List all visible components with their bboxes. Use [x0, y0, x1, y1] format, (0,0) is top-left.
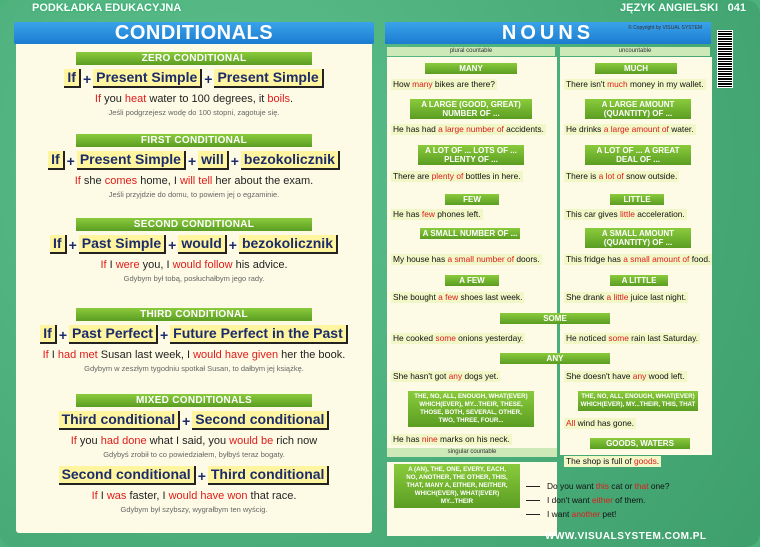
- formula: If + Present Simple + will + bezokolicznik: [16, 151, 372, 170]
- noun-example: This car gives little acceleration.: [566, 209, 685, 219]
- formula-term: Present Simple: [214, 69, 323, 88]
- formula-term: If: [40, 325, 57, 344]
- translation: Gdybym był tobą, posłuchałbym jego rady.: [123, 274, 265, 283]
- product-number: 041: [727, 2, 746, 14]
- plural-countable-label: plural countable: [387, 47, 555, 56]
- first-conditional-section: [16, 134, 372, 199]
- group-heading: A SMALL AMOUNT (QUANTITY) OF ...: [585, 228, 691, 248]
- group-heading: A LOT OF ... LOTS OF ... PLENTY OF ...: [418, 145, 524, 165]
- noun-example: She hasn't got any dogs yet.: [393, 371, 499, 381]
- section-heading: FIRST CONDITIONAL: [76, 134, 312, 147]
- noun-example: He cooked some onions yesterday.: [393, 333, 524, 343]
- formula-term: Second conditional: [59, 466, 196, 485]
- group-heading: GOODS, WATERS: [590, 438, 690, 449]
- formula: If + Past Perfect + Future Perfect in the Past: [16, 325, 372, 344]
- noun-example: He noticed some rain last Saturday.: [566, 333, 699, 343]
- formula-term: Past Perfect: [69, 325, 158, 344]
- formula-term: Third conditional: [208, 466, 330, 485]
- formula: Third conditional + Second conditional: [16, 411, 372, 430]
- noun-example: How many bikes are there?: [393, 79, 495, 89]
- barcode: [717, 30, 733, 88]
- section-heading: SECOND CONDITIONAL: [76, 218, 312, 231]
- singular-countable-label: singular countable: [387, 448, 557, 457]
- formula: If + Past Simple + would + bezokolicznik: [16, 235, 372, 254]
- noun-example: I want another pet!: [547, 509, 617, 519]
- group-heading: MANY: [425, 63, 517, 74]
- arrow-icon: [526, 500, 540, 501]
- group-heading: MUCH: [595, 63, 677, 74]
- determiner-list: THE, NO, ALL, ENOUGH, WHAT(EVER) WHICH(EVER), MY...THEIR, THIS, THAT: [578, 391, 698, 411]
- noun-example: She drank a little juice last night.: [566, 292, 687, 302]
- group-heading: SOME: [500, 313, 610, 324]
- nouns-title: NOUNS: [385, 22, 711, 44]
- group-heading: A LOT OF ... A GREAT DEAL OF ...: [585, 145, 691, 165]
- group-heading: LITTLE: [610, 194, 664, 205]
- translation: Gdybym był szybszy, wygrałbym ten wyścig.: [120, 505, 268, 514]
- group-heading: A LARGE AMOUNT (QUANTITY) OF ...: [585, 99, 691, 119]
- arrow-icon: [526, 486, 540, 487]
- group-heading: A FEW: [445, 275, 499, 286]
- formula-term: If: [48, 151, 65, 170]
- subject-label: JĘZYK ANGIELSKI: [620, 2, 718, 14]
- formula-term: bezokolicznik: [239, 235, 338, 254]
- example-sentence: If she comes home, I will tell her about the exam.: [74, 175, 314, 187]
- formula-term: Future Perfect in the Past: [170, 325, 348, 344]
- mixed-conditionals-section: [16, 394, 372, 514]
- conditionals-title: CONDITIONALS: [14, 22, 374, 44]
- noun-example: He drinks a large amount of water.: [566, 124, 694, 134]
- formula-term: If: [64, 69, 81, 88]
- formula-term: bezokolicznik: [241, 151, 340, 170]
- second-conditional-section: [16, 218, 372, 283]
- formula: If + Present Simple + Present Simple: [16, 69, 372, 88]
- noun-example: All wind has gone.: [566, 418, 634, 428]
- example-sentence: If I was faster, I would have won that race.: [91, 490, 297, 502]
- noun-example: This fridge has a small amount of food.: [566, 254, 711, 264]
- section-heading: THIRD CONDITIONAL: [76, 308, 312, 321]
- noun-example: The shop is full of goods.: [566, 456, 660, 466]
- noun-example: She bought a few shoes last week.: [393, 292, 523, 302]
- example-sentence: If you had done what I said, you would be rich now: [70, 435, 318, 447]
- example-sentence: If I had met Susan last week, I would have given her the book.: [42, 349, 346, 361]
- uncountable-label: uncountable: [560, 47, 710, 56]
- noun-example: She doesn't have any wood left.: [566, 371, 685, 381]
- example-sentence: If you heat water to 100 degrees, it boils.: [94, 93, 294, 105]
- noun-example: Do you want this cat or that one?: [547, 481, 670, 491]
- formula-term: will: [198, 151, 229, 170]
- formula-term: Second conditional: [192, 411, 329, 430]
- conditionals-panel: [16, 22, 372, 533]
- group-heading: A LITTLE: [610, 275, 668, 286]
- third-conditional-section: [16, 308, 372, 373]
- formula-term: If: [50, 235, 67, 254]
- top-bar: [32, 2, 746, 16]
- arrow-icon: [526, 514, 540, 515]
- formula-term: would: [178, 235, 226, 254]
- formula-term: Third conditional: [59, 411, 181, 430]
- section-heading: ZERO CONDITIONAL: [76, 52, 312, 65]
- publisher-line: PODKŁADKA EDUKACYJNA: [32, 2, 182, 14]
- determiner-list: A (AN), THE, ONE, EVERY, EACH, NO, ANOTHER, THE OTHER, THIS, THAT, MANY A, EITHER, NEITHER, WHICH(EVER), WHAT(EVER) MY...THEIR: [394, 464, 520, 508]
- section-heading: MIXED CONDITIONALS: [76, 394, 312, 407]
- group-heading: A SMALL NUMBER OF ...: [420, 228, 520, 239]
- translation: Gdybym w zeszłym tygodniu spotkał Susan, to dałbym jej książkę.: [84, 364, 304, 373]
- determiner-list: THE, NO, ALL, ENOUGH, WHAT(EVER) WHICH(EVER), MY...THEIR, THESE, THOSE, BOTH, SEVERAL, OTHER, TWO, THREE, FOUR...: [408, 391, 534, 427]
- translation: Jeśli podgrzejesz wodę do 100 stopni, zagotuje się.: [108, 108, 280, 117]
- zero-conditional-section: [16, 52, 372, 117]
- noun-example: My house has a small number of doors.: [393, 254, 540, 264]
- group-heading: A LARGE (GOOD, GREAT) NUMBER OF ...: [410, 99, 532, 119]
- translation: Jeśli przyjdzie do domu, to powiem jej o egzaminie.: [108, 190, 280, 199]
- website-url: WWW.VISUALSYSTEM.COM.PL: [545, 531, 707, 542]
- noun-example: There are plenty of bottles in here.: [393, 171, 521, 181]
- formula: Second conditional + Third conditional: [16, 466, 372, 485]
- noun-example: He has few phones left.: [393, 209, 481, 219]
- noun-example: There is a lot of snow outside.: [566, 171, 678, 181]
- formula-term: Present Simple: [77, 151, 186, 170]
- noun-example: There isn't much money in my wallet.: [566, 79, 704, 89]
- group-heading: ANY: [500, 353, 610, 364]
- group-heading: FEW: [445, 194, 499, 205]
- noun-example: He has had a large number of accidents.: [393, 124, 544, 134]
- translation: Gdybyś zrobił to co powiedziałem, byłbyś teraz bogaty.: [103, 450, 285, 459]
- formula-term: Past Simple: [79, 235, 166, 254]
- formula-term: Present Simple: [93, 69, 202, 88]
- copyright: © Copyright by VISUAL SYSTEM: [628, 25, 703, 31]
- noun-example: I don't want either of them.: [547, 495, 646, 505]
- example-sentence: If I were you, I would follow his advice.: [100, 259, 288, 271]
- noun-example: He has nine marks on his neck.: [393, 434, 510, 444]
